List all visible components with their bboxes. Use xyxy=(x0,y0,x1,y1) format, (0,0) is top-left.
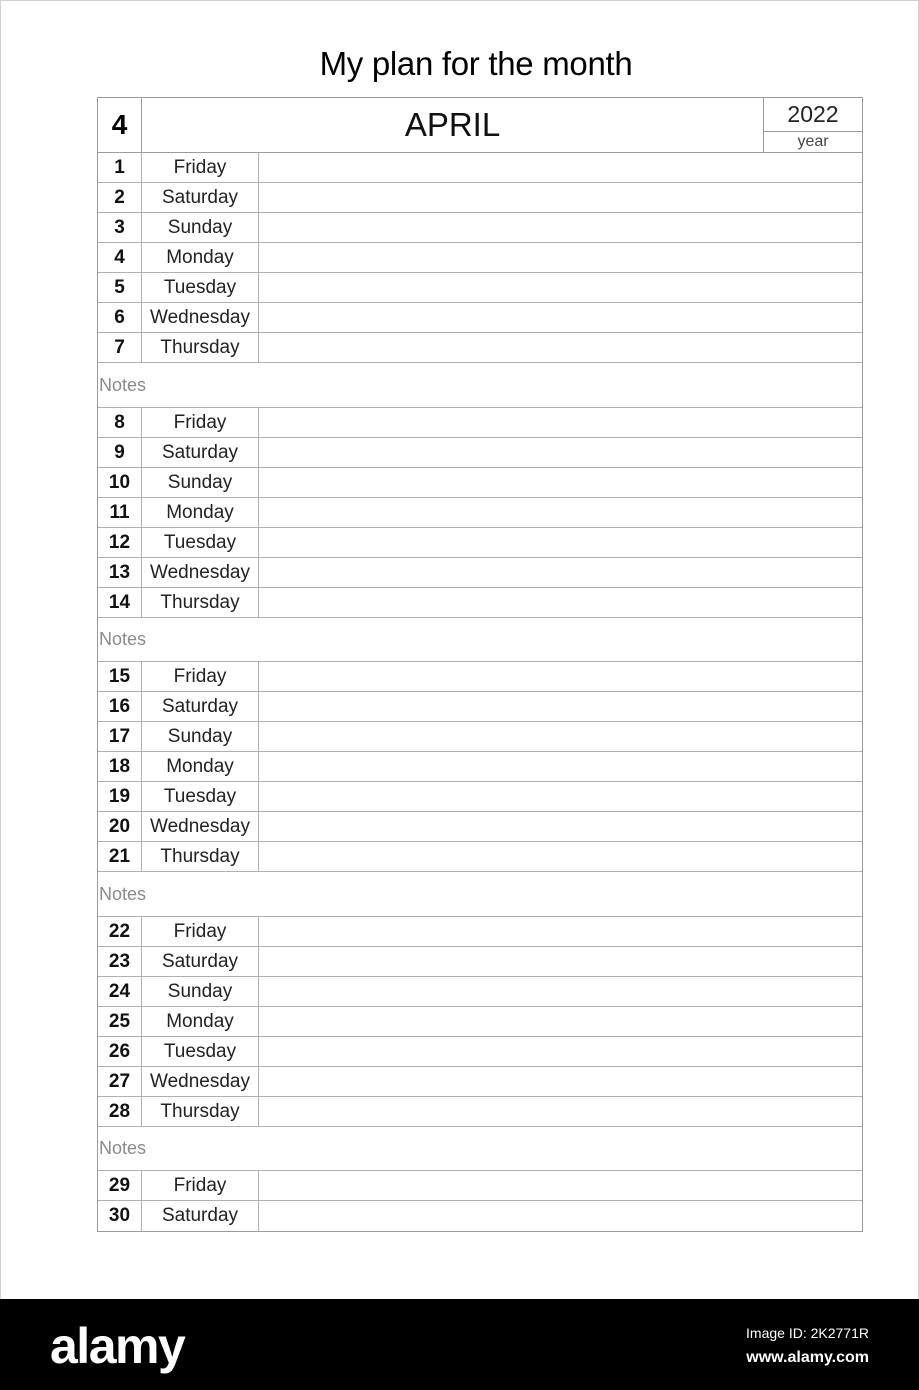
weekday-name: Monday xyxy=(142,1007,259,1036)
day-number: 26 xyxy=(98,1037,142,1066)
day-row xyxy=(98,977,862,1007)
weekday-name: Thursday xyxy=(142,588,259,617)
weekday-name: Friday xyxy=(142,408,259,437)
weekday-name: Monday xyxy=(142,498,259,527)
weekday-name: Saturday xyxy=(142,947,259,976)
day-row xyxy=(98,662,862,692)
day-number: 27 xyxy=(98,1067,142,1096)
day-entry-field[interactable] xyxy=(259,1037,862,1066)
notes-row[interactable]: Notes xyxy=(98,1127,862,1171)
day-entry-field[interactable] xyxy=(259,1171,862,1200)
day-entry-field[interactable] xyxy=(259,153,862,182)
day-number: 19 xyxy=(98,782,142,811)
day-entry-field[interactable] xyxy=(259,468,862,497)
weekday-name: Tuesday xyxy=(142,782,259,811)
day-number: 3 xyxy=(98,213,142,242)
weekday-name: Saturday xyxy=(142,1201,259,1231)
day-row xyxy=(98,588,862,618)
weekday-name: Thursday xyxy=(142,1097,259,1126)
weekday-name: Tuesday xyxy=(142,528,259,557)
day-entry-field[interactable] xyxy=(259,588,862,617)
day-row xyxy=(98,558,862,588)
day-number: 20 xyxy=(98,812,142,841)
month-name: APRIL xyxy=(142,98,764,152)
day-row xyxy=(98,273,862,303)
day-entry-field[interactable] xyxy=(259,558,862,587)
day-row xyxy=(98,752,862,782)
day-number: 15 xyxy=(98,662,142,691)
image-id: Image ID: 2K2771R xyxy=(746,1325,869,1341)
day-row xyxy=(98,303,862,333)
weekday-name: Wednesday xyxy=(142,812,259,841)
day-number: 22 xyxy=(98,917,142,946)
day-entry-field[interactable] xyxy=(259,842,862,871)
day-row xyxy=(98,812,862,842)
day-number: 12 xyxy=(98,528,142,557)
site-url: www.alamy.com xyxy=(746,1349,869,1366)
day-number: 11 xyxy=(98,498,142,527)
day-number: 13 xyxy=(98,558,142,587)
weekday-name: Sunday xyxy=(142,977,259,1006)
day-entry-field[interactable] xyxy=(259,528,862,557)
day-row xyxy=(98,722,862,752)
day-row xyxy=(98,1037,862,1067)
watermark-footer xyxy=(0,1299,919,1390)
month-planner-table xyxy=(97,97,863,1232)
weekday-name: Thursday xyxy=(142,333,259,362)
weekday-name: Sunday xyxy=(142,722,259,751)
day-row xyxy=(98,153,862,183)
day-entry-field[interactable] xyxy=(259,333,862,362)
notes-row[interactable]: Notes xyxy=(98,618,862,662)
day-row xyxy=(98,842,862,872)
weekday-name: Thursday xyxy=(142,842,259,871)
day-row xyxy=(98,528,862,558)
day-row xyxy=(98,438,862,468)
weekday-name: Friday xyxy=(142,917,259,946)
day-row xyxy=(98,333,862,363)
day-row xyxy=(98,1201,862,1231)
year-box xyxy=(764,98,862,152)
day-entry-field[interactable] xyxy=(259,662,862,691)
day-row xyxy=(98,947,862,977)
day-entry-field[interactable] xyxy=(259,408,862,437)
weekday-name: Saturday xyxy=(142,692,259,721)
planner-rows xyxy=(98,153,862,1231)
weekday-name: Sunday xyxy=(142,213,259,242)
day-number: 18 xyxy=(98,752,142,781)
day-row xyxy=(98,782,862,812)
weekday-name: Friday xyxy=(142,1171,259,1200)
day-number: 4 xyxy=(98,243,142,272)
year-value: 2022 xyxy=(764,98,862,132)
day-entry-field[interactable] xyxy=(259,1097,862,1126)
day-entry-field[interactable] xyxy=(259,303,862,332)
day-number: 9 xyxy=(98,438,142,467)
day-entry-field[interactable] xyxy=(259,947,862,976)
day-entry-field[interactable] xyxy=(259,498,862,527)
weekday-name: Friday xyxy=(142,153,259,182)
day-number: 17 xyxy=(98,722,142,751)
notes-row[interactable]: Notes xyxy=(98,872,862,917)
day-number: 23 xyxy=(98,947,142,976)
day-row xyxy=(98,468,862,498)
day-row xyxy=(98,498,862,528)
weekday-name: Saturday xyxy=(142,438,259,467)
weekday-name: Sunday xyxy=(142,468,259,497)
day-number: 8 xyxy=(98,408,142,437)
day-entry-field[interactable] xyxy=(259,1067,862,1096)
day-number: 2 xyxy=(98,183,142,212)
day-entry-field[interactable] xyxy=(259,213,862,242)
day-number: 5 xyxy=(98,273,142,302)
weekday-name: Tuesday xyxy=(142,273,259,302)
day-row xyxy=(98,917,862,947)
weekday-name: Wednesday xyxy=(142,303,259,332)
page-title: My plan for the month xyxy=(319,45,633,82)
day-row xyxy=(98,243,862,273)
alamy-logo: alamy xyxy=(50,1318,185,1374)
day-row xyxy=(98,183,862,213)
day-row xyxy=(98,408,862,438)
day-row xyxy=(98,1171,862,1201)
year-label: year xyxy=(797,133,829,150)
day-entry-field[interactable] xyxy=(259,977,862,1006)
day-entry-field[interactable] xyxy=(259,917,862,946)
day-entry-field[interactable] xyxy=(259,722,862,751)
day-entry-field[interactable] xyxy=(259,1201,862,1231)
day-entry-field[interactable] xyxy=(259,752,862,781)
day-number: 6 xyxy=(98,303,142,332)
day-row xyxy=(98,213,862,243)
month-number: 4 xyxy=(98,98,142,152)
weekday-name: Wednesday xyxy=(142,1067,259,1096)
day-entry-field[interactable] xyxy=(259,782,862,811)
day-row xyxy=(98,1007,862,1037)
weekday-name: Monday xyxy=(142,752,259,781)
day-number: 10 xyxy=(98,468,142,497)
planner-header xyxy=(98,98,862,153)
day-number: 25 xyxy=(98,1007,142,1036)
day-number: 30 xyxy=(98,1201,142,1231)
weekday-name: Friday xyxy=(142,662,259,691)
day-row xyxy=(98,692,862,722)
day-number: 14 xyxy=(98,588,142,617)
day-entry-field[interactable] xyxy=(259,692,862,721)
day-number: 1 xyxy=(98,153,142,182)
day-number: 28 xyxy=(98,1097,142,1126)
day-number: 7 xyxy=(98,333,142,362)
notes-row[interactable]: Notes xyxy=(98,363,862,408)
day-number: 29 xyxy=(98,1171,142,1200)
weekday-name: Monday xyxy=(142,243,259,272)
day-entry-field[interactable] xyxy=(259,438,862,467)
day-row xyxy=(98,1067,862,1097)
day-number: 24 xyxy=(98,977,142,1006)
weekday-name: Wednesday xyxy=(142,558,259,587)
day-number: 21 xyxy=(98,842,142,871)
day-entry-field[interactable] xyxy=(259,812,862,841)
day-entry-field[interactable] xyxy=(259,243,862,272)
weekday-name: Saturday xyxy=(142,183,259,212)
day-entry-field[interactable] xyxy=(259,273,862,302)
day-entry-field[interactable] xyxy=(259,183,862,212)
day-entry-field[interactable] xyxy=(259,1007,862,1036)
day-number: 16 xyxy=(98,692,142,721)
day-row xyxy=(98,1097,862,1127)
weekday-name: Tuesday xyxy=(142,1037,259,1066)
